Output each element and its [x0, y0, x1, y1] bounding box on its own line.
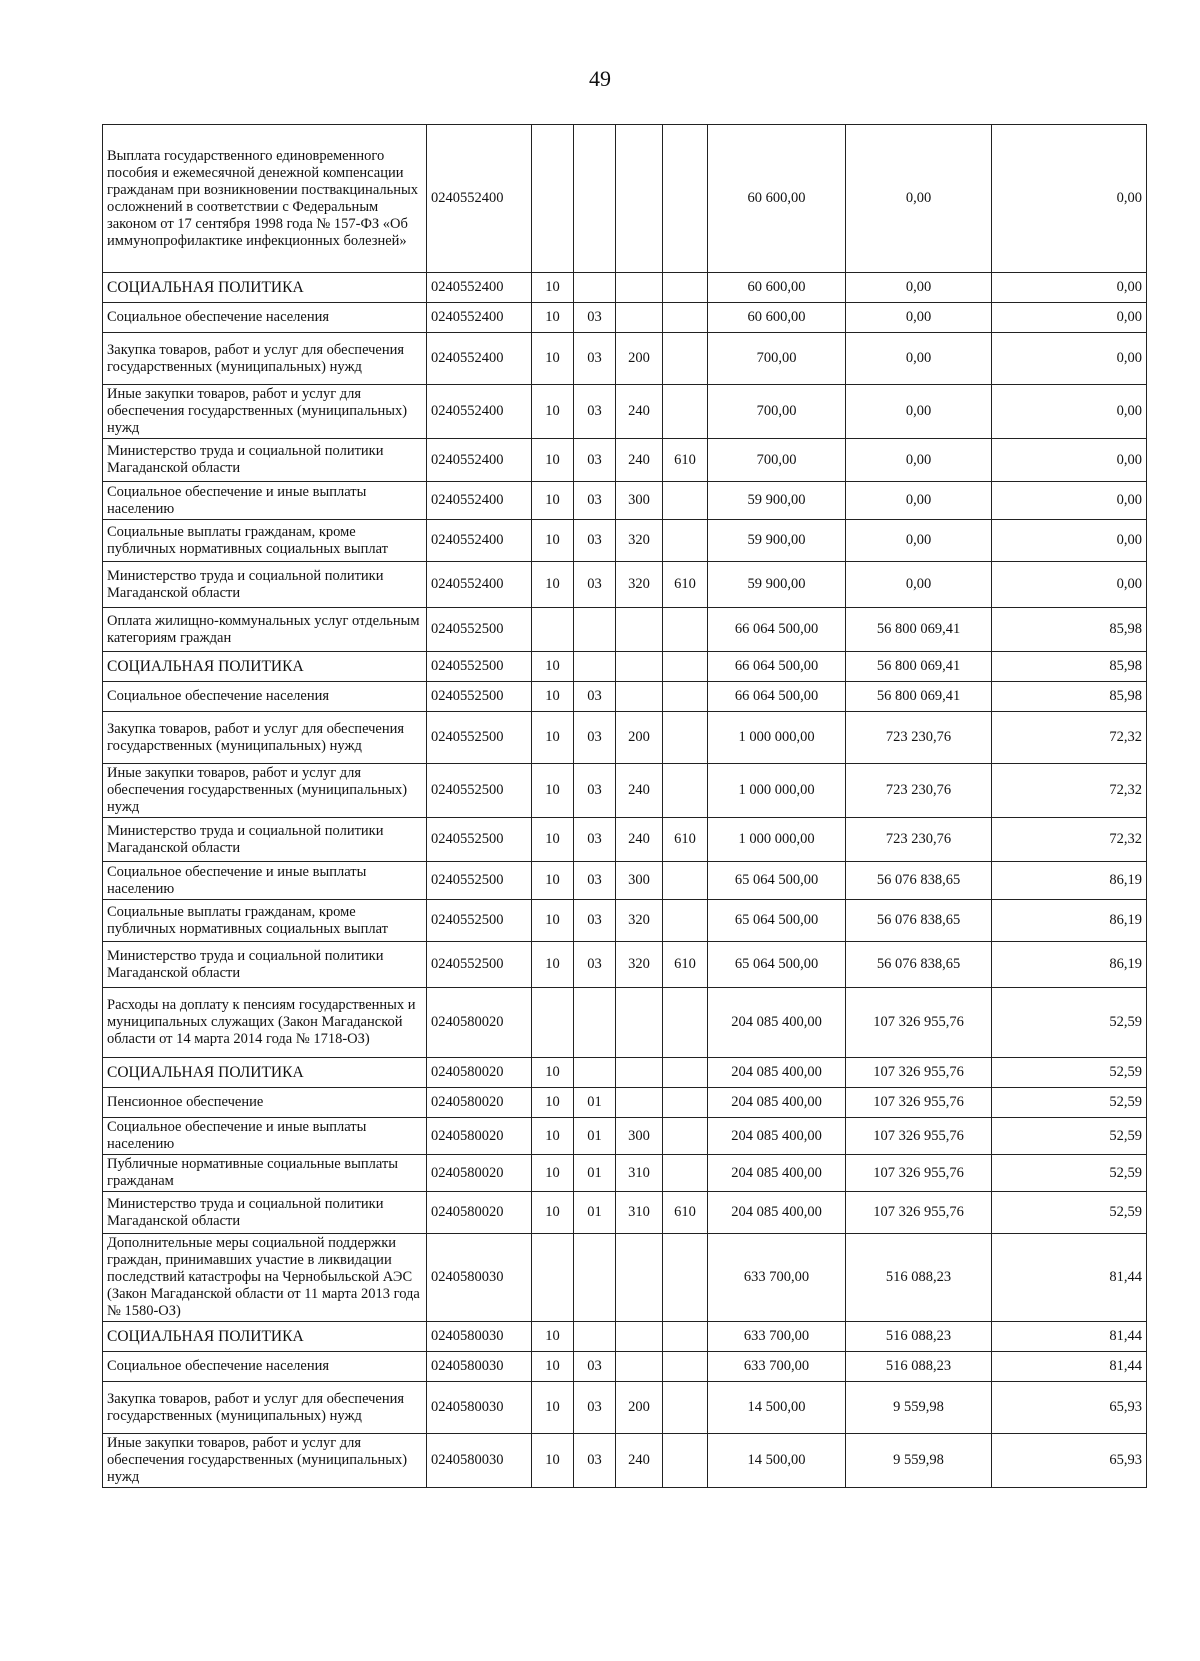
row-expense-type: 320	[616, 900, 663, 942]
row-section: 10	[532, 712, 574, 764]
row-target-code: 0240552500	[427, 682, 532, 712]
row-percent: 0,00	[992, 482, 1147, 520]
row-percent: 0,00	[992, 333, 1147, 385]
row-administrator	[663, 1382, 708, 1434]
row-fact-amount: 0,00	[846, 273, 992, 303]
row-name: СОЦИАЛЬНАЯ ПОЛИТИКА	[103, 1058, 427, 1088]
row-subsection: 03	[574, 862, 616, 900]
row-name: Социальное обеспечение и иные выплаты населению	[103, 1118, 427, 1155]
table-row	[103, 1382, 1147, 1434]
table-row	[103, 1322, 1147, 1352]
row-plan-amount: 65 064 500,00	[708, 942, 846, 988]
row-fact-amount: 516 088,23	[846, 1322, 992, 1352]
row-fact-amount: 107 326 955,76	[846, 1058, 992, 1088]
row-section	[532, 1234, 574, 1322]
page-number: 49	[589, 66, 611, 91]
table-row	[103, 303, 1147, 333]
row-section: 10	[532, 818, 574, 862]
row-percent: 52,59	[992, 1058, 1147, 1088]
row-subsection	[574, 273, 616, 303]
row-section: 10	[532, 1155, 574, 1192]
row-plan-amount: 59 900,00	[708, 482, 846, 520]
row-fact-amount: 9 559,98	[846, 1382, 992, 1434]
row-section: 10	[532, 1088, 574, 1118]
table-row	[103, 1058, 1147, 1088]
row-administrator	[663, 608, 708, 652]
row-percent: 52,59	[992, 988, 1147, 1058]
row-target-code: 0240552400	[427, 273, 532, 303]
row-fact-amount: 516 088,23	[846, 1352, 992, 1382]
row-expense-type	[616, 1058, 663, 1088]
row-target-code: 0240580020	[427, 1058, 532, 1088]
row-section: 10	[532, 482, 574, 520]
row-target-code: 0240552500	[427, 942, 532, 988]
row-fact-amount: 723 230,76	[846, 712, 992, 764]
row-percent: 72,32	[992, 764, 1147, 818]
row-expense-type: 200	[616, 712, 663, 764]
row-plan-amount: 700,00	[708, 385, 846, 439]
row-subsection: 01	[574, 1118, 616, 1155]
table-row	[103, 333, 1147, 385]
row-target-code: 0240552500	[427, 712, 532, 764]
row-fact-amount: 0,00	[846, 385, 992, 439]
row-plan-amount: 66 064 500,00	[708, 682, 846, 712]
row-fact-amount: 0,00	[846, 482, 992, 520]
row-subsection	[574, 652, 616, 682]
row-plan-amount: 59 900,00	[708, 520, 846, 562]
row-section: 10	[532, 439, 574, 482]
row-section	[532, 125, 574, 273]
row-percent: 0,00	[992, 385, 1147, 439]
row-section: 10	[532, 652, 574, 682]
row-section	[532, 988, 574, 1058]
row-target-code: 0240552500	[427, 862, 532, 900]
row-percent: 81,44	[992, 1234, 1147, 1322]
row-plan-amount: 14 500,00	[708, 1382, 846, 1434]
row-expense-type: 300	[616, 862, 663, 900]
row-percent: 85,98	[992, 652, 1147, 682]
row-percent: 72,32	[992, 712, 1147, 764]
row-target-code: 0240552400	[427, 520, 532, 562]
row-section: 10	[532, 385, 574, 439]
row-subsection	[574, 1058, 616, 1088]
row-expense-type: 300	[616, 1118, 663, 1155]
row-percent: 0,00	[992, 303, 1147, 333]
row-subsection: 03	[574, 764, 616, 818]
table-row	[103, 988, 1147, 1058]
row-administrator	[663, 125, 708, 273]
row-fact-amount: 56 076 838,65	[846, 942, 992, 988]
row-subsection: 01	[574, 1088, 616, 1118]
row-fact-amount: 56 800 069,41	[846, 608, 992, 652]
row-plan-amount: 66 064 500,00	[708, 652, 846, 682]
row-administrator	[663, 1155, 708, 1192]
row-administrator	[663, 520, 708, 562]
row-target-code: 0240580020	[427, 1088, 532, 1118]
row-administrator	[663, 1118, 708, 1155]
row-administrator: 610	[663, 562, 708, 608]
row-subsection: 03	[574, 385, 616, 439]
row-name: Выплата государственного единовременного пособия и ежемесячной денежной компенсации гражданам при возникновении поствакцинальных осложнений в соответствии с Федеральным законом от 17 сентября 1998 года № 157-ФЗ «Об иммунопрофилактике инфекционных болезней»	[103, 125, 427, 273]
row-plan-amount: 204 085 400,00	[708, 988, 846, 1058]
row-target-code: 0240580020	[427, 1155, 532, 1192]
row-name: Социальное обеспечение населения	[103, 682, 427, 712]
row-expense-type: 240	[616, 1434, 663, 1488]
row-expense-type: 240	[616, 439, 663, 482]
row-target-code: 0240552400	[427, 125, 532, 273]
row-section: 10	[532, 333, 574, 385]
row-section: 10	[532, 303, 574, 333]
row-expense-type	[616, 273, 663, 303]
row-name: Закупка товаров, работ и услуг для обеспечения государственных (муниципальных) нужд	[103, 712, 427, 764]
table-row	[103, 682, 1147, 712]
row-administrator	[663, 988, 708, 1058]
row-plan-amount: 204 085 400,00	[708, 1155, 846, 1192]
row-subsection	[574, 608, 616, 652]
row-percent: 52,59	[992, 1118, 1147, 1155]
row-fact-amount: 56 076 838,65	[846, 862, 992, 900]
row-section: 10	[532, 1434, 574, 1488]
row-plan-amount: 60 600,00	[708, 273, 846, 303]
row-name: Дополнительные меры социальной поддержки граждан, принимавших участие в ликвидации последствий катастрофы на Чернобыльской АЭС (Закон Магаданской области от 11 марта 2013 года № 1580-ОЗ)	[103, 1234, 427, 1322]
row-fact-amount: 723 230,76	[846, 818, 992, 862]
row-target-code: 0240552500	[427, 652, 532, 682]
row-percent: 85,98	[992, 608, 1147, 652]
row-administrator	[663, 273, 708, 303]
row-expense-type: 300	[616, 482, 663, 520]
row-target-code: 0240580020	[427, 1192, 532, 1234]
row-percent: 81,44	[992, 1352, 1147, 1382]
row-percent: 86,19	[992, 900, 1147, 942]
row-subsection: 03	[574, 818, 616, 862]
table-row	[103, 1234, 1147, 1322]
row-name: Публичные нормативные социальные выплаты гражданам	[103, 1155, 427, 1192]
row-subsection: 03	[574, 712, 616, 764]
row-percent: 0,00	[992, 125, 1147, 273]
row-name: Социальное обеспечение населения	[103, 1352, 427, 1382]
table-row	[103, 1155, 1147, 1192]
row-name: Социальные выплаты гражданам, кроме публичных нормативных социальных выплат	[103, 520, 427, 562]
row-plan-amount: 65 064 500,00	[708, 862, 846, 900]
row-percent: 52,59	[992, 1088, 1147, 1118]
row-target-code: 0240552400	[427, 439, 532, 482]
row-plan-amount: 60 600,00	[708, 125, 846, 273]
row-section	[532, 608, 574, 652]
table-row	[103, 764, 1147, 818]
row-fact-amount: 107 326 955,76	[846, 1155, 992, 1192]
row-target-code: 0240552400	[427, 562, 532, 608]
table-row	[103, 273, 1147, 303]
row-subsection: 03	[574, 942, 616, 988]
row-administrator	[663, 1352, 708, 1382]
row-section: 10	[532, 1352, 574, 1382]
row-subsection: 03	[574, 520, 616, 562]
row-name: Иные закупки товаров, работ и услуг для обеспечения государственных (муниципальных) нужд	[103, 385, 427, 439]
row-plan-amount: 633 700,00	[708, 1352, 846, 1382]
row-plan-amount: 700,00	[708, 439, 846, 482]
row-subsection: 03	[574, 900, 616, 942]
row-target-code: 0240580030	[427, 1434, 532, 1488]
row-administrator	[663, 1322, 708, 1352]
row-section: 10	[532, 900, 574, 942]
table-row	[103, 1352, 1147, 1382]
row-section: 10	[532, 562, 574, 608]
row-section: 10	[532, 764, 574, 818]
table-row	[103, 900, 1147, 942]
row-expense-type: 240	[616, 764, 663, 818]
row-section: 10	[532, 520, 574, 562]
row-fact-amount: 0,00	[846, 303, 992, 333]
row-administrator: 610	[663, 942, 708, 988]
table-row	[103, 652, 1147, 682]
row-subsection: 03	[574, 1434, 616, 1488]
row-subsection	[574, 1322, 616, 1352]
row-plan-amount: 700,00	[708, 333, 846, 385]
row-section: 10	[532, 862, 574, 900]
row-administrator: 610	[663, 1192, 708, 1234]
row-name: СОЦИАЛЬНАЯ ПОЛИТИКА	[103, 1322, 427, 1352]
row-name: СОЦИАЛЬНАЯ ПОЛИТИКА	[103, 652, 427, 682]
row-percent: 0,00	[992, 520, 1147, 562]
row-expense-type: 240	[616, 818, 663, 862]
row-administrator	[663, 764, 708, 818]
row-expense-type	[616, 303, 663, 333]
table-row	[103, 818, 1147, 862]
row-section: 10	[532, 1118, 574, 1155]
table-row	[103, 1192, 1147, 1234]
row-name: СОЦИАЛЬНАЯ ПОЛИТИКА	[103, 273, 427, 303]
table-row	[103, 1088, 1147, 1118]
row-plan-amount: 204 085 400,00	[708, 1118, 846, 1155]
row-administrator: 610	[663, 818, 708, 862]
row-fact-amount: 107 326 955,76	[846, 1088, 992, 1118]
row-percent: 72,32	[992, 818, 1147, 862]
table-row	[103, 608, 1147, 652]
row-subsection	[574, 988, 616, 1058]
row-name: Пенсионное обеспечение	[103, 1088, 427, 1118]
row-percent: 85,98	[992, 682, 1147, 712]
row-subsection	[574, 125, 616, 273]
row-expense-type: 310	[616, 1192, 663, 1234]
table-row	[103, 1434, 1147, 1488]
table-row	[103, 562, 1147, 608]
row-expense-type: 240	[616, 385, 663, 439]
row-name: Иные закупки товаров, работ и услуг для обеспечения государственных (муниципальных) нужд	[103, 1434, 427, 1488]
row-plan-amount: 1 000 000,00	[708, 818, 846, 862]
row-name: Иные закупки товаров, работ и услуг для обеспечения государственных (муниципальных) нужд	[103, 764, 427, 818]
row-plan-amount: 14 500,00	[708, 1434, 846, 1488]
row-administrator	[663, 652, 708, 682]
row-subsection: 03	[574, 482, 616, 520]
row-subsection: 03	[574, 439, 616, 482]
row-expense-type: 320	[616, 520, 663, 562]
table-row	[103, 1118, 1147, 1155]
row-expense-type	[616, 1088, 663, 1118]
row-fact-amount: 107 326 955,76	[846, 988, 992, 1058]
row-plan-amount: 204 085 400,00	[708, 1088, 846, 1118]
row-name: Министерство труда и социальной политики Магаданской области	[103, 439, 427, 482]
row-percent: 0,00	[992, 273, 1147, 303]
row-percent: 65,93	[992, 1382, 1147, 1434]
row-fact-amount: 56 076 838,65	[846, 900, 992, 942]
row-fact-amount: 516 088,23	[846, 1234, 992, 1322]
row-name: Министерство труда и социальной политики Магаданской области	[103, 562, 427, 608]
row-percent: 52,59	[992, 1192, 1147, 1234]
row-name: Министерство труда и социальной политики Магаданской области	[103, 1192, 427, 1234]
row-expense-type	[616, 608, 663, 652]
row-section: 10	[532, 1382, 574, 1434]
table-row	[103, 712, 1147, 764]
row-section: 10	[532, 1322, 574, 1352]
row-name: Расходы на доплату к пенсиям государственных и муниципальных служащих (Закон Магаданской области от 14 марта 2014 года № 1718-ОЗ)	[103, 988, 427, 1058]
table-row	[103, 125, 1147, 273]
row-administrator	[663, 900, 708, 942]
budget-table-body	[103, 125, 1147, 1488]
row-target-code: 0240580030	[427, 1382, 532, 1434]
table-row	[103, 385, 1147, 439]
row-percent: 52,59	[992, 1155, 1147, 1192]
row-subsection: 03	[574, 333, 616, 385]
row-subsection: 01	[574, 1192, 616, 1234]
row-subsection	[574, 1234, 616, 1322]
row-expense-type	[616, 1352, 663, 1382]
row-administrator	[663, 303, 708, 333]
row-expense-type: 310	[616, 1155, 663, 1192]
row-fact-amount: 56 800 069,41	[846, 652, 992, 682]
row-administrator	[663, 862, 708, 900]
row-plan-amount: 1 000 000,00	[708, 764, 846, 818]
row-percent: 0,00	[992, 439, 1147, 482]
row-expense-type: 320	[616, 942, 663, 988]
row-expense-type	[616, 125, 663, 273]
row-name: Социальное обеспечение населения	[103, 303, 427, 333]
table-row	[103, 520, 1147, 562]
row-plan-amount: 66 064 500,00	[708, 608, 846, 652]
row-fact-amount: 56 800 069,41	[846, 682, 992, 712]
row-fact-amount: 0,00	[846, 562, 992, 608]
row-plan-amount: 204 085 400,00	[708, 1192, 846, 1234]
row-expense-type: 200	[616, 333, 663, 385]
row-name: Социальное обеспечение и иные выплаты населению	[103, 862, 427, 900]
row-plan-amount: 60 600,00	[708, 303, 846, 333]
table-row	[103, 862, 1147, 900]
row-name: Оплата жилищно-коммунальных услуг отдельным категориям граждан	[103, 608, 427, 652]
row-plan-amount: 633 700,00	[708, 1322, 846, 1352]
row-subsection: 01	[574, 1155, 616, 1192]
table-row	[103, 439, 1147, 482]
table-row	[103, 482, 1147, 520]
row-target-code: 0240552400	[427, 303, 532, 333]
row-target-code: 0240580020	[427, 1118, 532, 1155]
row-expense-type	[616, 1322, 663, 1352]
row-administrator	[663, 333, 708, 385]
row-name: Социальное обеспечение и иные выплаты населению	[103, 482, 427, 520]
row-administrator	[663, 385, 708, 439]
row-target-code: 0240552500	[427, 818, 532, 862]
row-plan-amount: 65 064 500,00	[708, 900, 846, 942]
row-subsection: 03	[574, 1352, 616, 1382]
row-target-code: 0240580020	[427, 988, 532, 1058]
row-administrator	[663, 682, 708, 712]
row-expense-type	[616, 682, 663, 712]
row-fact-amount: 0,00	[846, 439, 992, 482]
row-percent: 86,19	[992, 862, 1147, 900]
row-section: 10	[532, 682, 574, 712]
row-fact-amount: 107 326 955,76	[846, 1192, 992, 1234]
row-administrator	[663, 482, 708, 520]
row-plan-amount: 1 000 000,00	[708, 712, 846, 764]
row-target-code: 0240580030	[427, 1234, 532, 1322]
row-target-code: 0240552500	[427, 764, 532, 818]
row-administrator	[663, 1058, 708, 1088]
row-administrator	[663, 712, 708, 764]
row-fact-amount: 0,00	[846, 520, 992, 562]
row-fact-amount: 0,00	[846, 333, 992, 385]
row-name: Закупка товаров, работ и услуг для обеспечения государственных (муниципальных) нужд	[103, 1382, 427, 1434]
row-percent: 81,44	[992, 1322, 1147, 1352]
row-percent: 65,93	[992, 1434, 1147, 1488]
row-plan-amount: 633 700,00	[708, 1234, 846, 1322]
row-administrator	[663, 1434, 708, 1488]
row-section: 10	[532, 942, 574, 988]
row-subsection: 03	[574, 682, 616, 712]
row-expense-type	[616, 1234, 663, 1322]
row-target-code: 0240552500	[427, 608, 532, 652]
row-section: 10	[532, 1058, 574, 1088]
row-fact-amount: 0,00	[846, 125, 992, 273]
row-plan-amount: 59 900,00	[708, 562, 846, 608]
row-fact-amount: 723 230,76	[846, 764, 992, 818]
row-target-code: 0240580030	[427, 1352, 532, 1382]
row-expense-type	[616, 652, 663, 682]
row-expense-type	[616, 988, 663, 1058]
row-percent: 86,19	[992, 942, 1147, 988]
row-subsection: 03	[574, 562, 616, 608]
row-administrator	[663, 1088, 708, 1118]
row-name: Социальные выплаты гражданам, кроме публичных нормативных социальных выплат	[103, 900, 427, 942]
row-fact-amount: 9 559,98	[846, 1434, 992, 1488]
row-target-code: 0240552500	[427, 900, 532, 942]
row-administrator	[663, 1234, 708, 1322]
row-administrator: 610	[663, 439, 708, 482]
row-target-code: 0240552400	[427, 333, 532, 385]
row-name: Министерство труда и социальной политики Магаданской области	[103, 942, 427, 988]
row-name: Министерство труда и социальной политики Магаданской области	[103, 818, 427, 862]
row-section: 10	[532, 273, 574, 303]
row-expense-type: 320	[616, 562, 663, 608]
row-target-code: 0240552400	[427, 385, 532, 439]
row-target-code: 0240580030	[427, 1322, 532, 1352]
row-expense-type: 200	[616, 1382, 663, 1434]
budget-table	[102, 124, 1147, 1488]
row-subsection: 03	[574, 1382, 616, 1434]
row-target-code: 0240552400	[427, 482, 532, 520]
row-fact-amount: 107 326 955,76	[846, 1118, 992, 1155]
row-section: 10	[532, 1192, 574, 1234]
row-name: Закупка товаров, работ и услуг для обеспечения государственных (муниципальных) нужд	[103, 333, 427, 385]
row-plan-amount: 204 085 400,00	[708, 1058, 846, 1088]
table-row	[103, 942, 1147, 988]
row-percent: 0,00	[992, 562, 1147, 608]
row-subsection: 03	[574, 303, 616, 333]
